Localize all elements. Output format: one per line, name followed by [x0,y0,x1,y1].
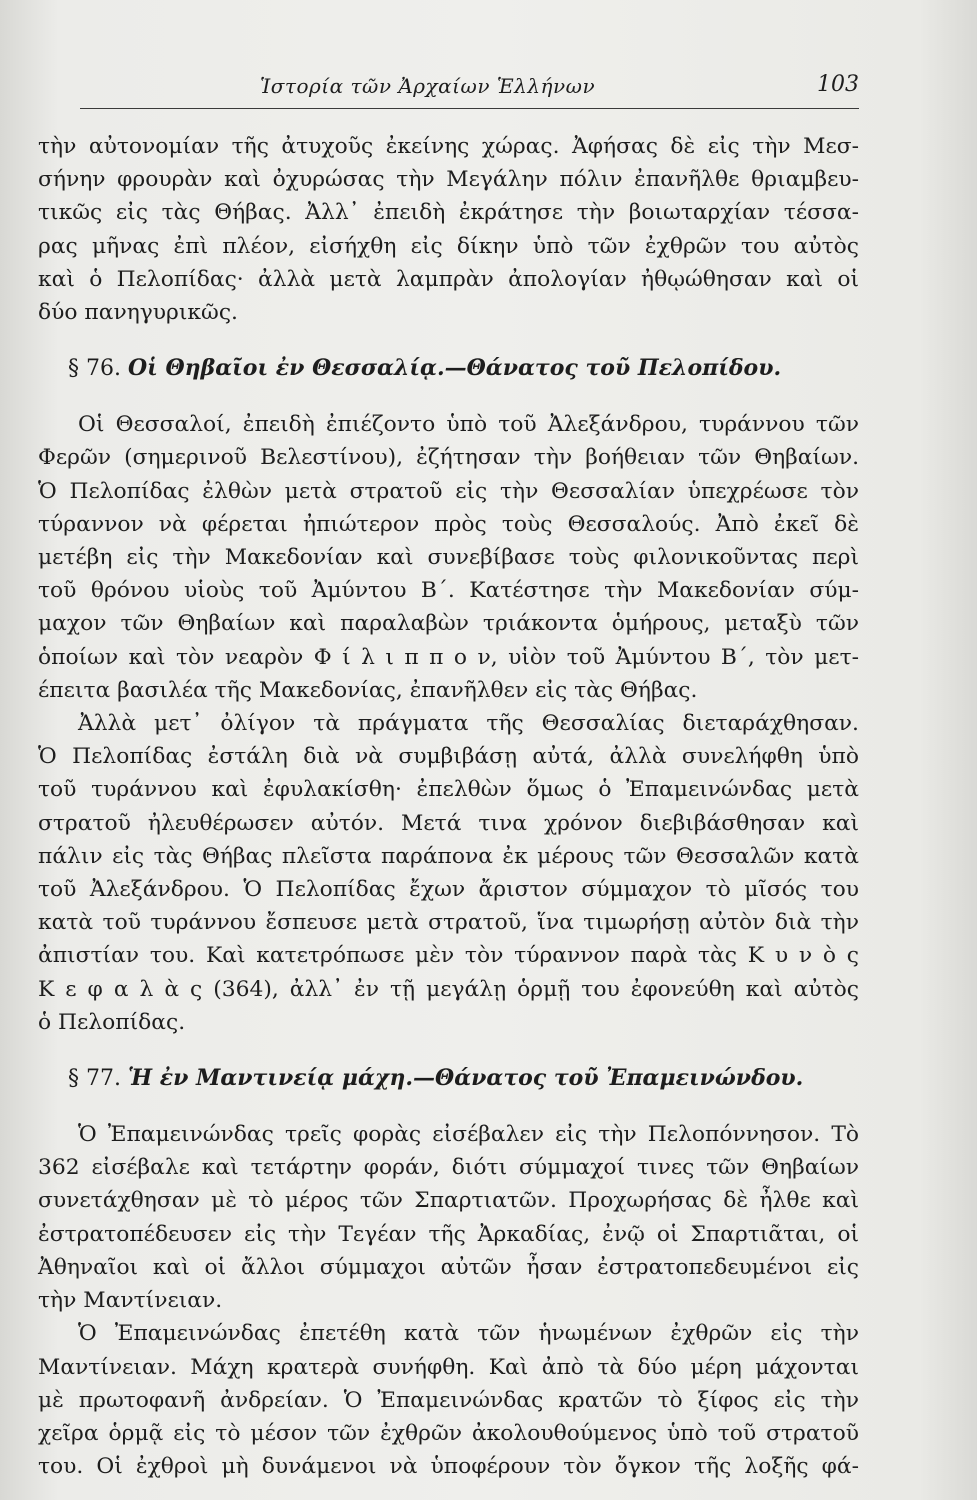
running-title: Ἱστορία τῶν Ἀρχαίων Ἑλλήνων [260,74,596,98]
text-line: Ὁ Ἐπαμεινώνδας ἐπετέθη κατὰ τῶν ἡνωμένων ἐχθρῶν εἰς τὴν [78,1321,859,1347]
text-line: πάλιν εἰς τὰς Θήβας πλεῖστα παράπονα ἐκ μέρους τῶν Θεσσαλῶν κατὰ [38,843,859,869]
text-line: Ἀθηναῖοι καὶ οἱ ἄλλοι σύμμαχοι αὐτῶν ἦσαν ἐστρατοπεδευμένοι εἰς [38,1254,859,1280]
page-body [38,130,859,1483]
text-line: μετέβη εἰς τὴν Μακεδονίαν καὶ συνεβίβασε τοὺς φιλονικοῦντας περὶ [38,545,859,571]
text-line: ρας μῆνας ἐπὶ πλέον, εἰσήχθη εἰς δίκην ὑπὸ τῶν ἐχθρῶν του αὐτὸς [38,233,859,259]
text-line: κατὰ τοῦ τυράννου ἔσπευσε μετὰ στρατοῦ, ἵνα τιμωρήσῃ αὐτὸν διὰ τὴν [38,910,859,936]
section-heading-77 [38,1061,859,1096]
text-line: τοῦ τυράννου καὶ ἐφυλακίσθη· ἐπελθὼν ὅμως ὁ Ἐπαμεινώνδας μετὰ [38,777,859,803]
text-line: έπειτα βασιλέα τῆς Μακεδονίας, ἐπανῆλθεν εἰς τὰς Θήβας. [38,677,698,703]
section-77-text [38,1118,859,1483]
section-number: § 76. [68,356,121,382]
section-title: Οἱ Θηβαῖοι ἐν Θεσσαλίᾳ.—Θάνατος τοῦ Πελοπίδου. [127,355,782,382]
section-heading-76 [38,351,859,386]
text-line: καὶ ὁ Πελοπίδας· ἀλλὰ μετὰ λαμπρὰν ἀπολογίαν ἠθῳώθησαν καὶ οἱ [38,266,859,292]
text-line: μαχον τῶν Θηβαίων καὶ παραλαβὼν τριάκοντα ὁμήρους, μεταξὺ τῶν [38,611,859,637]
text-line: ἀπιστίαν του. Καὶ κατετρόπωσε μὲν τὸν τύραννον παρὰ τὰς Κ υ ν ὸ ς [38,943,859,969]
text-line: Κ ε φ α λ ὰ ς (364), ἀλλ᾿ ἐν τῇ μεγάλῃ ὁρμῇ του ἐφονεύθη καὶ αὐτὸς [38,976,859,1002]
text-line: τοῦ Ἀλεξάνδρου. Ὁ Πελοπίδας ἔχων ἄριστον σύμμαχον τὸ μῖσός του [38,877,859,903]
text-line: συνετάχθησαν μὲ τὸ μέρος τῶν Σπαρτιατῶν. Προχωρήσας δὲ ἦλθε καὶ [38,1188,859,1214]
page-header [80,68,859,109]
section-title: Ἡ ἐν Μαντινείᾳ μάχη.—Θάνατος τοῦ Ἐπαμεινώνδου. [127,1065,804,1092]
text-line: δύο πανηγυρικῶς. [38,300,238,326]
text-line: 362 εἰσέβαλε καὶ τετάρτην φοράν, διότι σύμμαχοί τινες τῶν Θηβαίων [38,1155,859,1181]
text-line: τοῦ θρόνου υἱοὺς τοῦ Ἀμύντου Β΄. Κατέστησε τὴν Μακεδονίαν σύμ- [38,578,859,604]
text-line: ἐστρατοπέδευσεν εἰς τὴν Τεγέαν τῆς Ἀρκαδίας, ἐνῷ οἱ Σπαρτιᾶται, οἱ [38,1221,859,1247]
text-line: Φερῶν (σημερινοῦ Βελεστίνου), ἐζήτησαν τὴν βοήθειαν τῶν Θηβαίων. [38,445,859,471]
text-line: στρατοῦ ἠλευθέρωσεν αὐτόν. Μετά τινα χρόνον διεβιβάσθησαν καὶ [38,810,859,836]
text-line: Ὁ Πελοπίδας ἐστάλη διὰ νὰ συμβιβάσῃ αὐτά, ἀλλὰ συνελήφθη ὑπὸ [38,744,859,770]
text-line: τὴν Μαντίνειαν. [38,1288,223,1314]
text-line: τύραννον νὰ φέρεται ἠπιώτερον πρὸς τοὺς Θεσσαλούς. Ἀπὸ ἐκεῖ δὲ [38,511,859,537]
text-line: ὁ Πελοπίδας. [38,1009,186,1035]
text-line: σήνην φρουρὰν καὶ ὀχυρώσας τὴν Μεγάλην πόλιν ἐπανῆλθε θριαμβευ- [38,167,859,193]
text-line: τικῶς εἰς τὰς Θήβας. Ἀλλ᾿ ἐπειδὴ ἐκράτησε τὴν βοιωταρχίαν τέσσα- [38,200,859,226]
text-line: Ὁ Πελοπίδας ἐλθὼν μετὰ στρατοῦ εἰς τὴν Θεσσαλίαν ὑπεχρέωσε τὸν [38,478,859,504]
text-line: Ὁ Ἐπαμεινώνδας τρεῖς φορὰς εἰσέβαλεν εἰς τὴν Πελοπόννησον. Τὸ [78,1122,859,1148]
text-line: του. Οἱ ἐχθροὶ μὴ δυνάμενοι νὰ ὑποφέρουν τὸν ὄγκον τῆς λοξῆς φά- [38,1454,859,1480]
text-line: ὁποίων καὶ τὸν νεαρὸν Φ ί λ ι π π ο ν, υἱὸν τοῦ Ἀμύντου Β΄, τὸν μετ- [38,644,859,670]
paragraph-intro [38,130,859,329]
text-line: τὴν αὐτονομίαν τῆς ἀτυχοῦς ἐκείνης χώρας. Ἀφήσας δὲ εἰς τὴν Μεσ- [38,134,859,159]
text-line: χεῖρα ὁρμᾷ εἰς τὸ μέσον τῶν ἐχθρῶν ἀκολουθούμενος ὑπὸ τοῦ στρατοῦ [38,1420,859,1446]
text-line: Ἀλλὰ μετ᾿ ὀλίγον τὰ πράγματα τῆς Θεσσαλίας διεταράχθησαν. [78,711,859,737]
text-line: Οἱ Θεσσαλοί, ἐπειδὴ ἐπιέζοντο ὑπὸ τοῦ Ἀλεξάνδρου, τυράννου τῶν [78,412,859,438]
section-76-text [38,408,859,1039]
page-number: 103 [817,72,859,97]
text-line: μὲ πρωτοφανῆ ἀνδρείαν. Ὁ Ἐπαμεινώνδας κρατῶν τὸ ξίφος εἰς τὴν [38,1387,859,1413]
text-line: Μαντίνειαν. Μάχη κρατερὰ συνήφθη. Καὶ ἀπὸ τὰ δύο μέρη μάχονται [38,1354,859,1380]
section-number: § 77. [68,1066,121,1092]
